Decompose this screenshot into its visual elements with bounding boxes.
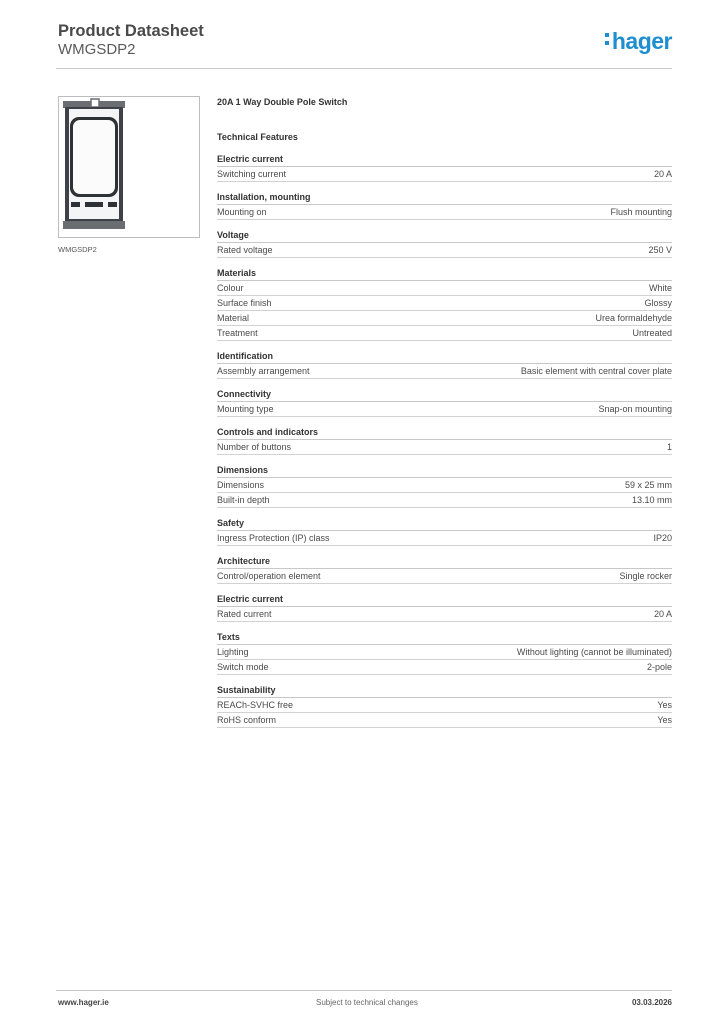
section-title: Architecture	[217, 555, 672, 569]
spec-section	[217, 267, 672, 341]
spec-value: Without lighting (cannot be illuminated)	[516, 647, 672, 657]
spec-value: 2-pole	[646, 662, 672, 672]
section-title: Electric current	[217, 593, 672, 607]
spec-row	[217, 531, 672, 546]
section-title: Controls and indicators	[217, 426, 672, 440]
spec-content	[217, 95, 672, 728]
spec-row	[217, 167, 672, 182]
spec-section	[217, 464, 672, 508]
spec-row	[217, 402, 672, 417]
section-title: Texts	[217, 631, 672, 645]
spec-label: Mounting on	[217, 207, 267, 217]
spec-label: Switch mode	[217, 662, 269, 672]
spec-label: Switching current	[217, 169, 287, 179]
product-name: 20A 1 Way Double Pole Switch	[217, 97, 348, 107]
spec-row	[217, 296, 672, 311]
spec-section	[217, 517, 672, 546]
product-image	[58, 96, 200, 238]
spec-row	[217, 493, 672, 508]
spec-section	[217, 684, 672, 728]
section-title: Sustainability	[217, 684, 672, 698]
section-title: Voltage	[217, 229, 672, 243]
footer-divider	[56, 990, 672, 991]
footer-date: 03.03.2026	[631, 998, 672, 1007]
footer-website[interactable]: www.hager.ie	[58, 998, 109, 1007]
spec-value: Basic element with central cover plate	[520, 366, 672, 376]
footer-note: Subject to technical changes	[316, 998, 418, 1007]
spec-value: Untreated	[632, 328, 672, 338]
image-caption: WMGSDP2	[58, 245, 97, 254]
document-title: Product Datasheet	[58, 22, 204, 40]
spec-row	[217, 281, 672, 296]
section-title: Materials	[217, 267, 672, 281]
logo-text: hager	[611, 28, 672, 54]
spec-section	[217, 350, 672, 379]
spec-label: Assembly arrangement	[217, 366, 310, 376]
hager-logo	[605, 28, 672, 55]
spec-label: Mounting type	[217, 404, 274, 414]
section-title: Identification	[217, 350, 672, 364]
spec-label: RoHS conform	[217, 715, 277, 725]
spec-value: 250 V	[648, 245, 672, 255]
spec-section	[217, 229, 672, 258]
spec-value: 59 x 25 mm	[624, 480, 672, 490]
spec-section	[217, 426, 672, 455]
spec-row	[217, 326, 672, 341]
section-title: Electric current	[217, 153, 672, 167]
spec-section	[217, 153, 672, 182]
spec-value: 13.10 mm	[631, 495, 672, 505]
spec-label: Control/operation element	[217, 571, 321, 581]
page-header	[58, 22, 204, 59]
spec-row	[217, 440, 672, 455]
logo-dots-icon	[605, 33, 610, 49]
spec-label: REACh-SVHC free	[217, 700, 294, 710]
spec-value: 20 A	[653, 169, 672, 179]
spec-value: Single rocker	[619, 571, 672, 581]
spec-value: Yes	[657, 700, 672, 710]
spec-value: Urea formaldehyde	[595, 313, 672, 323]
spec-row	[217, 713, 672, 728]
spec-label: Number of buttons	[217, 442, 292, 452]
spec-row	[217, 243, 672, 258]
spec-section	[217, 631, 672, 675]
spec-value: 20 A	[653, 609, 672, 619]
spec-value: Flush mounting	[610, 207, 672, 217]
spec-label: Lighting	[217, 647, 249, 657]
section-title: Dimensions	[217, 464, 672, 478]
technical-features-heading: Technical Features	[217, 132, 298, 142]
spec-sections	[217, 153, 672, 728]
section-title: Installation, mounting	[217, 191, 672, 205]
section-title: Safety	[217, 517, 672, 531]
spec-label: Ingress Protection (IP) class	[217, 533, 330, 543]
spec-label: Rated current	[217, 609, 272, 619]
spec-value: IP20	[653, 533, 672, 543]
spec-label: Colour	[217, 283, 244, 293]
spec-value: White	[648, 283, 672, 293]
spec-section	[217, 555, 672, 584]
spec-row	[217, 607, 672, 622]
section-title: Connectivity	[217, 388, 672, 402]
spec-value: Glossy	[644, 298, 672, 308]
spec-label: Material	[217, 313, 250, 323]
spec-row	[217, 660, 672, 675]
spec-row	[217, 205, 672, 220]
spec-label: Rated voltage	[217, 245, 273, 255]
spec-section	[217, 388, 672, 417]
product-code: WMGSDP2	[58, 41, 136, 58]
spec-row	[217, 364, 672, 379]
spec-row	[217, 311, 672, 326]
spec-label: Built-in depth	[217, 495, 270, 505]
spec-label: Dimensions	[217, 480, 265, 490]
spec-label: Treatment	[217, 328, 258, 338]
spec-row	[217, 569, 672, 584]
switch-module-icon	[59, 97, 199, 237]
spec-row	[217, 478, 672, 493]
spec-value: 1	[666, 442, 672, 452]
spec-value: Yes	[657, 715, 672, 725]
header-divider	[56, 68, 672, 69]
spec-value: Snap-on mounting	[598, 404, 672, 414]
spec-row	[217, 698, 672, 713]
spec-section	[217, 593, 672, 622]
spec-row	[217, 645, 672, 660]
spec-label: Surface finish	[217, 298, 272, 308]
spec-section	[217, 191, 672, 220]
